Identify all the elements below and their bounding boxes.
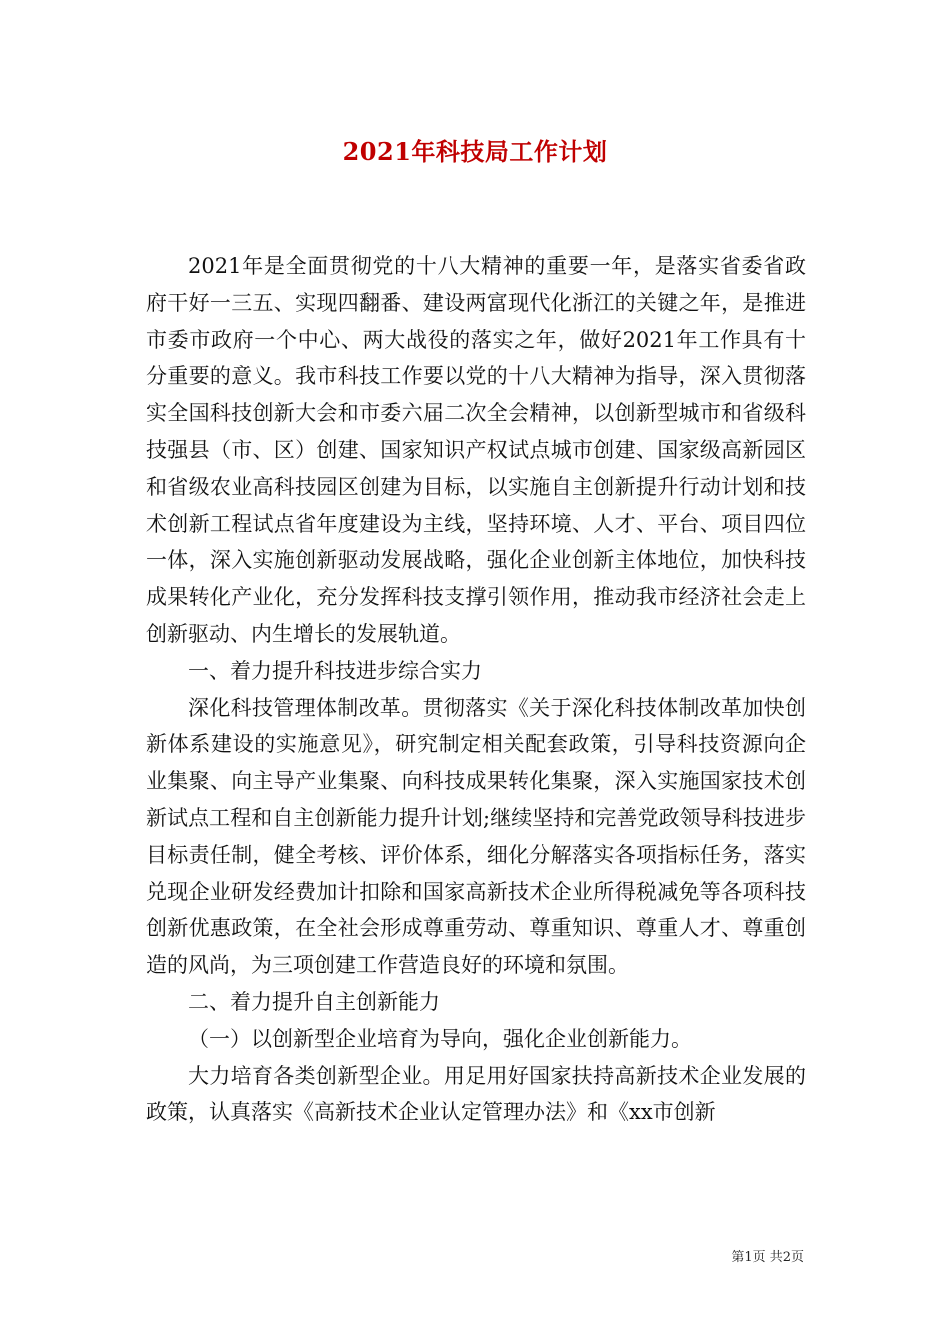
section-heading-1: 一、着力提升科技进步综合实力 <box>188 658 482 683</box>
document-body <box>146 248 806 1131</box>
subsection-1-paragraph: 大力培育各类创新型企业。用足用好国家扶持高新技术企业发展的政策，认真落实《高新技术企业认定管理办法》和《xx市创新 <box>146 1063 806 1125</box>
subsection-heading-1: （一）以创新型企业培育为导向，强化企业创新能力。 <box>188 1026 692 1051</box>
intro-paragraph: 2021年是全面贯彻党的十八大精神的重要一年，是落实省委省政府干好一三五、实现四翻番、建设两富现代化浙江的关键之年，是推进市委市政府一个中心、两大战役的落实之年，做好2021年工作具有十分重要的意义。我市科技工作要以党的十八大精神为指导，深入贯彻落实全国科技创新大会和市委六届二次全会精神，以创新型城市和省级科技强县（市、区）创建、国家知识产权试点城市创建、国家级高新园区和省级农业高科技园区创建为目标，以实施自主创新提升行动计划和技术创新工程试点省年度建设为主线，坚持环境、人才、平台、项目四位一体，深入实施创新驱动发展战略，强化企业创新主体地位，加快科技成果转化产业化，充分发挥科技支撑引领作用，推动我市经济社会走上创新驱动、内生增长的发展轨道。 <box>146 254 806 646</box>
section-heading-2: 二、着力提升自主创新能力 <box>188 989 440 1014</box>
section-1-paragraph: 深化科技管理体制改革。贯彻落实《关于深化科技体制改革加快创新体系建设的实施意见》，研究制定相关配套政策，引导科技资源向企业集聚、向主导产业集聚、向科技成果转化集聚，深入实施国家技术创新试点工程和自主创新能力提升计划;继续坚持和完善党政领导科技进步目标责任制，健全考核、评价体系，细化分解落实各项指标任务，落实兑现企业研发经费加计扣除和国家高新技术企业所得税减免等各项科技创新优惠政策，在全社会形成尊重劳动、尊重知识、尊重人才、尊重创造的风尚，为三项创建工作营造良好的环境和氛围。 <box>146 695 806 978</box>
document-title: 2021年科技局工作计划 <box>342 137 608 166</box>
page-number: 第1页 共2页 <box>731 1250 804 1265</box>
